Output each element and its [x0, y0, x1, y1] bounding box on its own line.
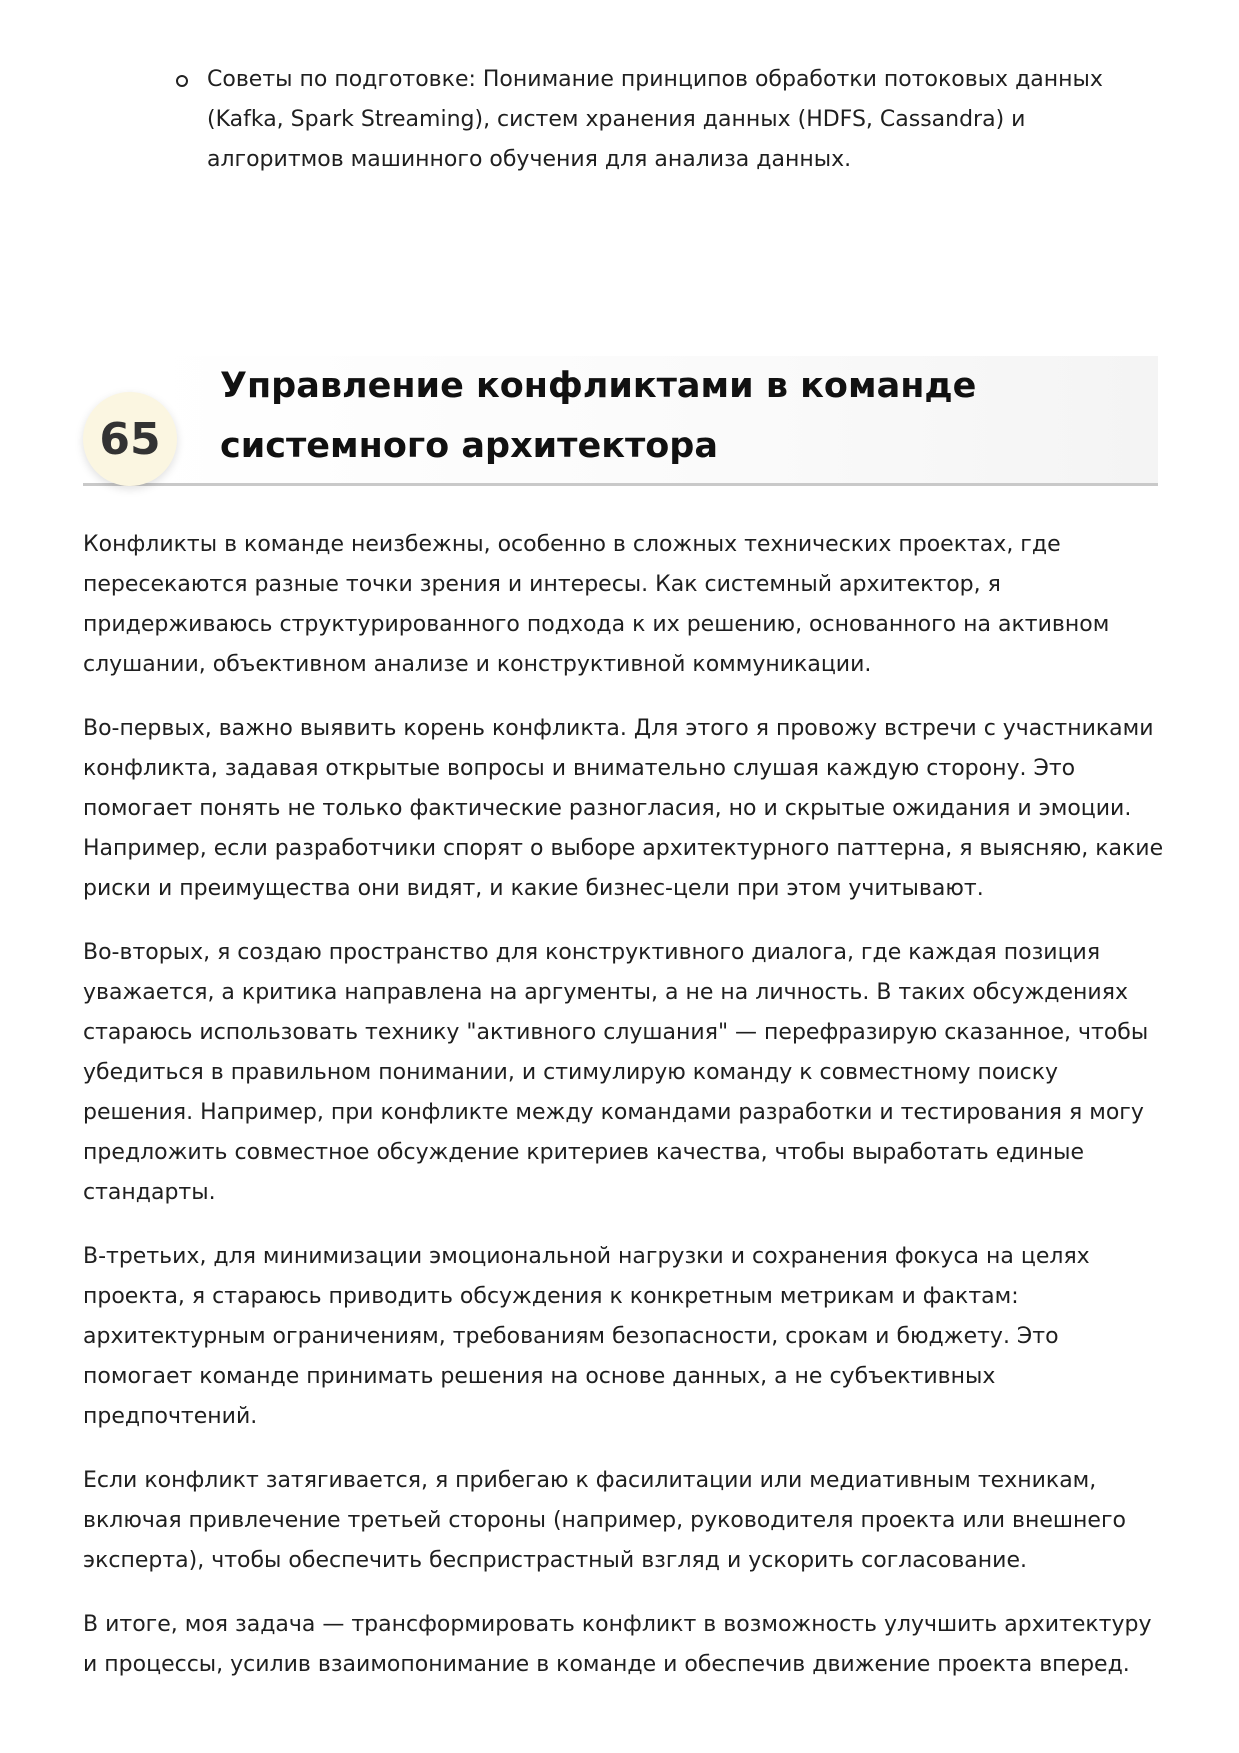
paragraph: Во-вторых, я создаю пространство для конструктивного диалога, где каждая позиция уважается, а критика направлена на аргументы, а не на личность. В таких обсуждениях стараюсь использовать технику "активного слушания" — перефразирую сказанное, чтобы убедиться в правильном понимании, и стимулирую команду к совместному поиску решения. Например, при конфликте между командами разработки и тестирования я могу предложить совместное обсуждение критериев качества, чтобы выработать единые стандарты. [83, 940, 1149, 1205]
preparation-tips-list [176, 60, 1156, 180]
paragraph: В итоге, моя задача — трансформировать конфликт в возможность улучшить архитектуру и процессы, усилив взаимопонимание в команде и обеспечив движение проекта вперед. [83, 1612, 1152, 1677]
paragraph: Конфликты в команде неизбежны, особенно в сложных технических проектах, где пересекаются разные точки зрения и интересы. Как системный архитектор, я придерживаюсь структурированного подхода к их решению, основанного на активном слушании, объективном анализе и конструктивной коммуникации. [83, 532, 1110, 677]
section-body [83, 525, 1168, 1709]
section-title: Управление конфликтами в команде системного архитектора [220, 366, 977, 466]
paragraph: Во-первых, важно выявить корень конфликта. Для этого я провожу встречи с участниками конфликта, задавая открытые вопросы и внимательно слушая каждую сторону. Это помогает понять не только фактические разногласия, но и скрытые ожидания и эмоции. Например, если разработчики спорят о выборе архитектурного паттерна, я выясняю, какие риски и преимущества они видят, и какие бизнес-цели при этом учитывают. [83, 716, 1164, 901]
hollow-circle-bullet-icon [176, 75, 188, 87]
section-number-badge: 65 [83, 392, 177, 486]
paragraph: В-третьих, для минимизации эмоциональной нагрузки и сохранения фокуса на целях проекта, я стараюсь приводить обсуждения к конкретным метрикам и фактам: архитектурным ограничениям, требованиям безопасности, срокам и бюджету. Это помогает команде принимать решения на основе данных, а не субъективных предпочтений. [83, 1244, 1090, 1429]
paragraph: Если конфликт затягивается, я прибегаю к фасилитации или медиативным техникам, включая привлечение третьей стороны (например, руководителя проекта или внешнего эксперта), чтобы обеспечить беспристрастный взгляд и ускорить согласование. [83, 1468, 1126, 1573]
tip-text: Советы по подготовке: Понимание принципов обработки потоковых данных (Kafka, Spark Streaming), систем хранения данных (HDFS, Cassandra) и алгоритмов машинного обучения для анализа данных. [207, 67, 1103, 172]
list-item [176, 60, 1156, 180]
section-header [83, 356, 1158, 486]
